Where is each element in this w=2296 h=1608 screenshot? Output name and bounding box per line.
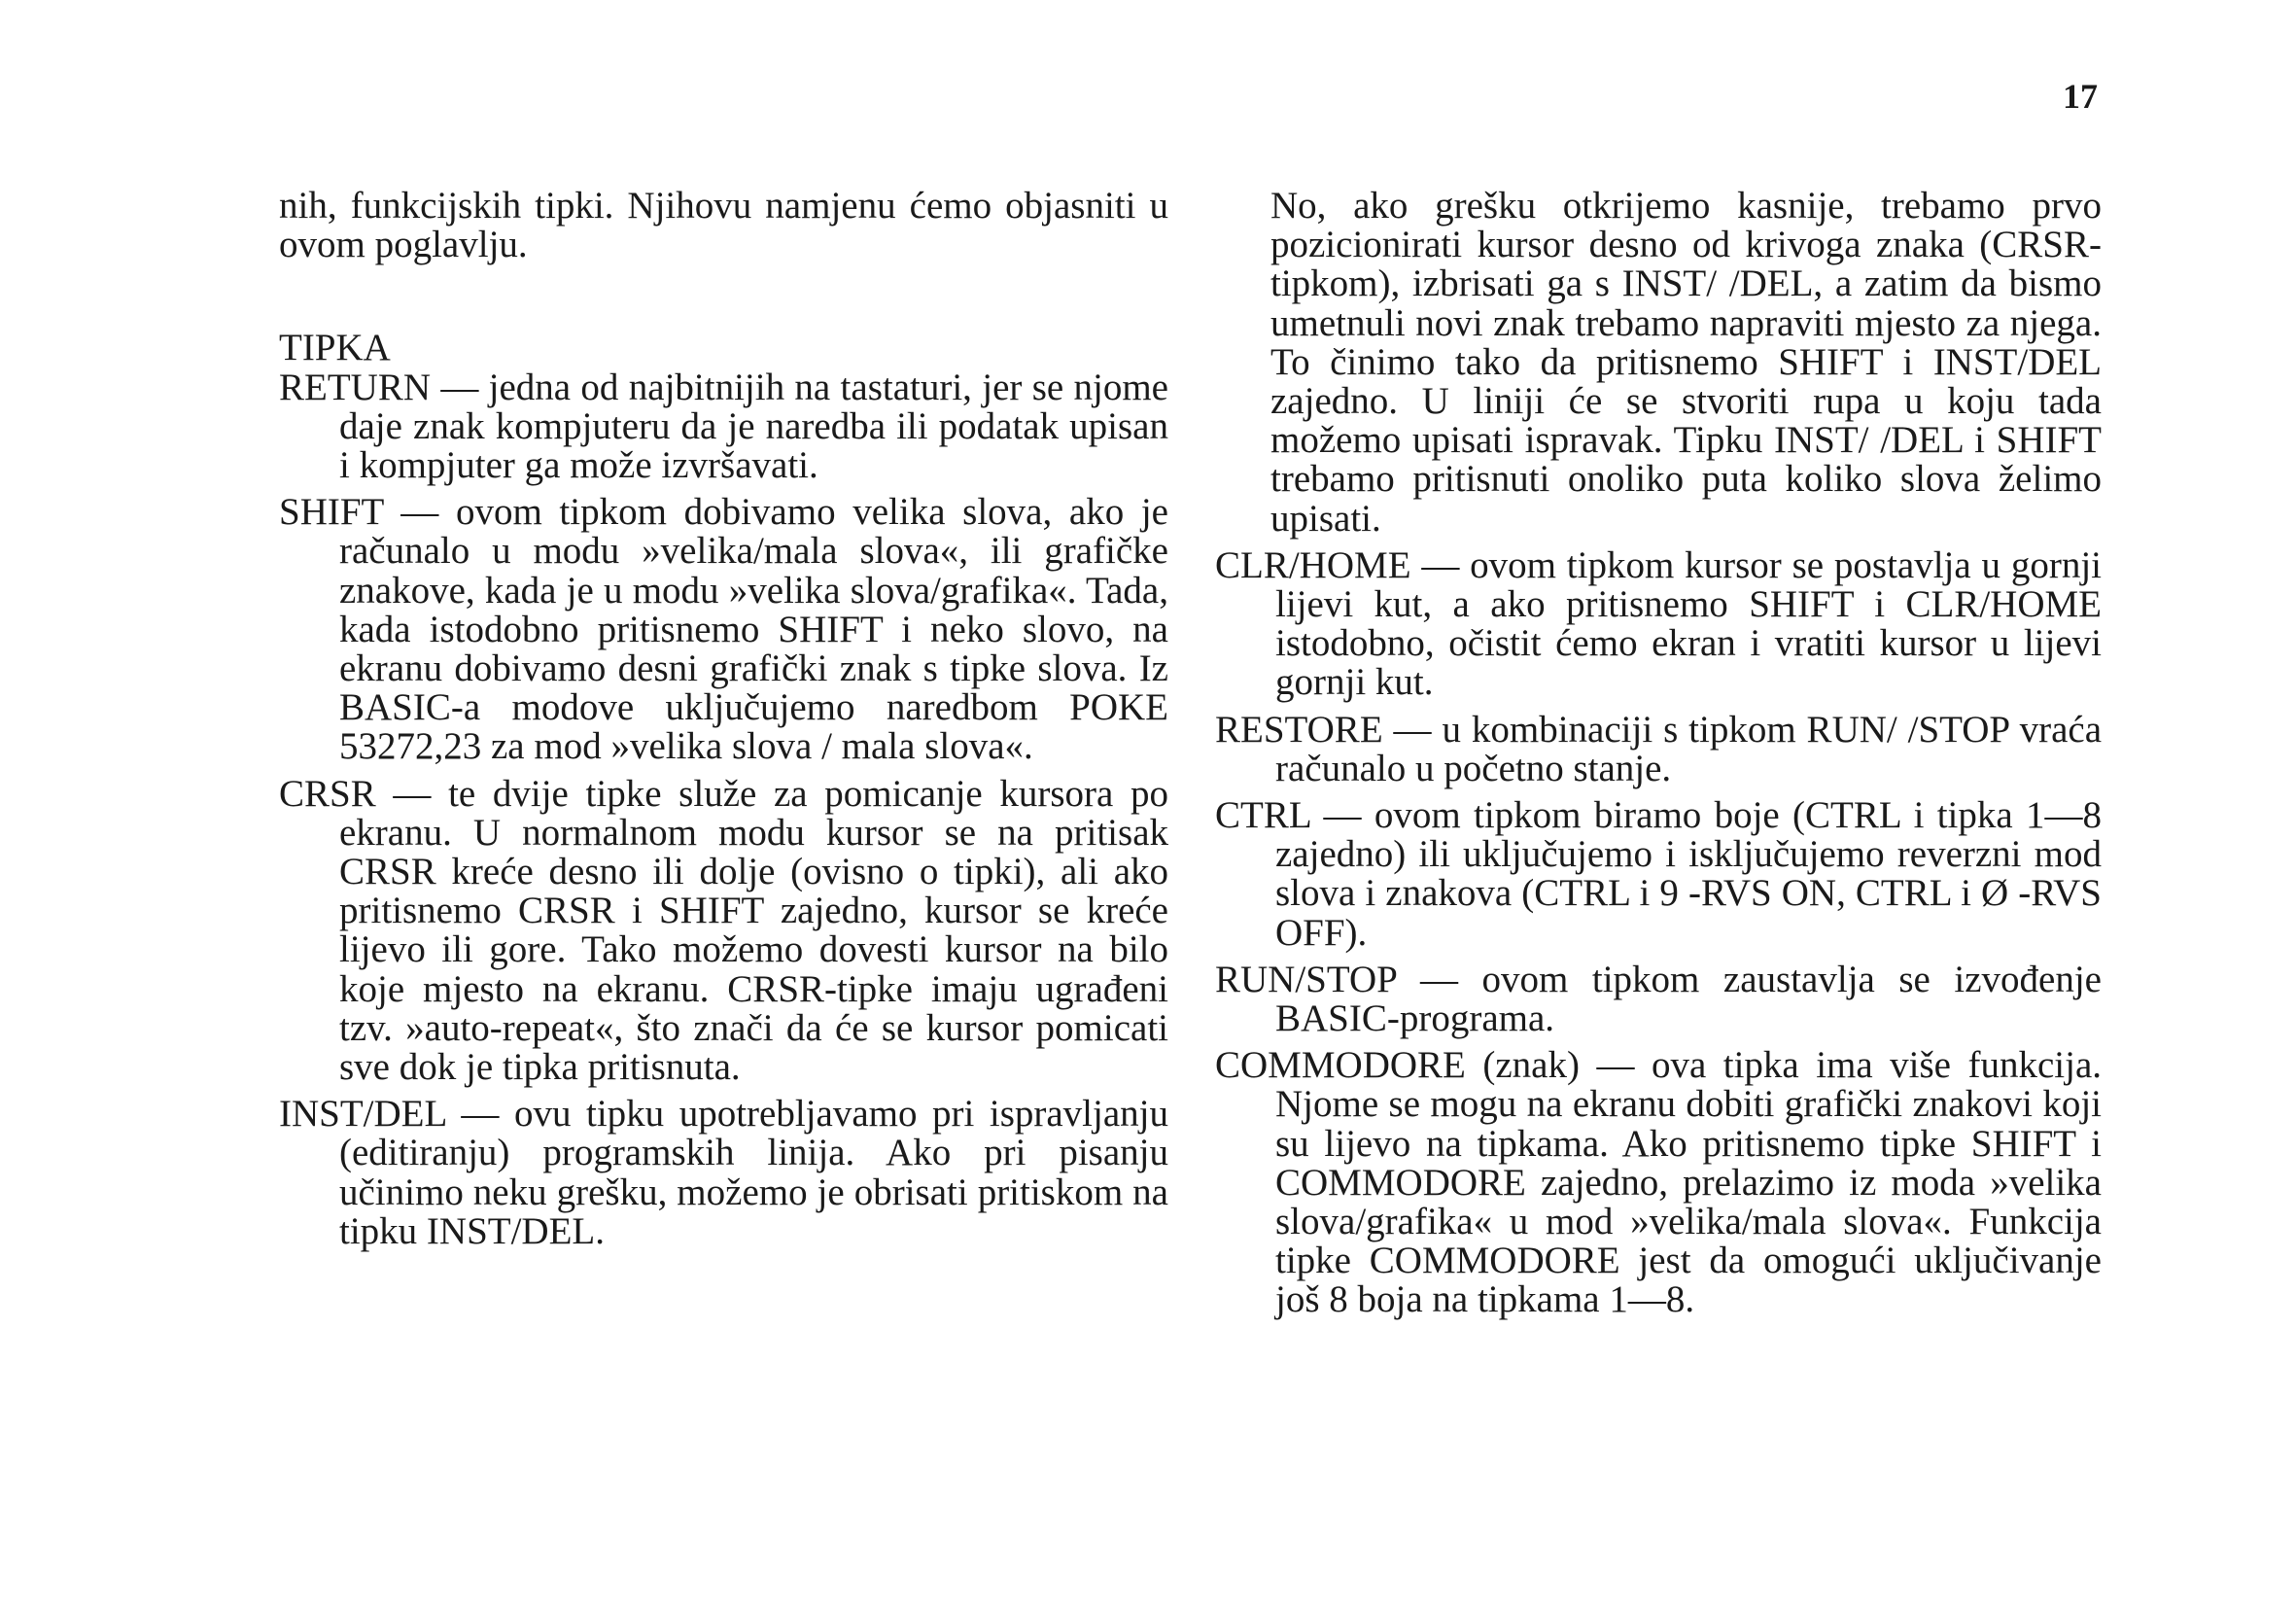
entry-term: CLR/HOME <box>1215 543 1411 586</box>
entry-term: RUN/STOP <box>1215 958 1397 1000</box>
spacer <box>279 264 1168 329</box>
entry-description: ovu tipku upotrebljavamo pri ispravljanju (editiranju) programskih linija. Ako pri pisanju učinimo neku grešku, možemo je obrisati pritiskom na tipku INST/DEL. <box>339 1093 1168 1252</box>
entry-description: ova tipka ima više funkcija. Njome se mogu na ekranu dobiti grafički znakovi koji su lijevo na tipkama. Ako pritisnemo tipke SHIFT i COMMODORE zajedno, prelazimo iz moda »velika slova/grafika« u mod »velika/mala slova«. Funkcija tipke COMMODORE jest da omogući uključivanje još 8 boja na tipkama 1—8. <box>1275 1044 2103 1321</box>
continuation-block <box>1215 187 2102 539</box>
entry-term: SHIFT <box>279 491 384 534</box>
entry-description: ovom tipkom kursor se postavlja u gornji lijevi kut, a ako pritisnemo SHIFT i CLR/HOME istodobno, očistit ćemo ekran i vratiti kursor u lijevi gornji kut. <box>1275 543 2102 704</box>
intro-paragraph: nih, funkcijskih tipki. Njihovu namjenu ćemo objasniti u ovom poglavlju. <box>279 185 1168 266</box>
entry-description: ovom tipkom biramo boje (CTRL i tipka 1—8 zajedno) ili uključujemo i isključujemo reverzni mod slova i znakova (CTRL i 9 -RVS ON, CTRL i Ø -RVS OFF). <box>1275 794 2103 954</box>
entry-description: ovom tipkom zaustavlja se izvođenje BASIC-programa. <box>1275 958 2102 1040</box>
entry-description: u kombinaciji s tipkom RUN/ /STOP vraća računalo u početno stanje. <box>1275 708 2102 789</box>
entry-description: ovom tipkom dobivamo velika slova, ako je računalo u modu »velika/mala slova«, ili grafičke znakove, kada je u modu »velika slova/grafika«. Tada, kada istodobno pritisnemo SHIFT i neko slovo, na ekranu dobivamo desni grafički znak s tipke slova. Iz BASIC-a modove uključujemo naredbom POKE 53272,23 za mod »velika slova / mala slova«. <box>339 491 1168 768</box>
entry-term: RESTORE <box>1215 708 1383 751</box>
entry-run-stop: RUN/STOP — ovom tipkom zaustavlja se izvođenje BASIC-programa. <box>1215 958 2102 1040</box>
entry-inst-del: INST/DEL — ovu tipku upotrebljavamo pri ispravljanju (editiranju) programskih linija. Ako pri pisanju učinimo neku grešku, možemo je obrisati pritiskom na tipku INST/DEL. <box>279 1093 1168 1252</box>
entry-term: COMMODORE (znak) <box>1215 1044 1580 1087</box>
entry-shift: SHIFT — ovom tipkom dobivamo velika slova, ako je računalo u modu »velika/mala slova«, ili grafičke znakove, kada je u modu »velika slova/grafika«. Tada, kada istodobno pritisnemo SHIFT i neko slovo, na ekranu dobivamo desni grafički znak s tipke slova. Iz BASIC-a modove uključujemo naredbom POKE 53272,23 za mod »velika slova / mala slova«. <box>279 491 1168 768</box>
entry-term: RETURN <box>279 366 431 408</box>
continuation-paragraph: No, ako grešku otkrijemo kasnije, trebamo prvo pozicionirati kursor desno od krivoga znaka (CRSR-tipkom), izbrisati ga s INST/ /DEL, a zatim da bismo umetnuli novi znak trebamo napraviti mjesto za njega. To činimo tako da pritisnemo SHIFT i INST/DEL zajedno. U liniji će se stvoriti rupa u koju tada možemo upisati ispravak. Tipku INST/ /DEL i SHIFT trebamo pritisnuti onoliko puta koliko slova želimo upisati. <box>1270 185 2102 540</box>
entry-term: CTRL <box>1215 794 1311 837</box>
entry-crsr: CRSR — te dvije tipke služe za pomicanje kursora po ekranu. U normalnom modu kursor se na pritisak CRSR kreće desno ili dolje (ovisno o tipki), ali ako pritisnemo CRSR i SHIFT zajedno, kursor se kreće lijevo ili gore. Tako možemo dovesti kursor na bilo koje mjesto na ekranu. CRSR-tipke imaju ugrađeni tzv. »auto-repeat«, što znači da će se kursor pomicati sve dok je tipka pritisnuta. <box>279 772 1169 1089</box>
right-column <box>1215 187 2102 1328</box>
entry-term: INST/DEL <box>279 1093 446 1136</box>
entry-restore: RESTORE — u kombinaciji s tipkom RUN/ /STOP vraća računalo u početno stanje. <box>1215 708 2102 789</box>
entry-ctrl: CTRL — ovom tipkom biramo boje (CTRL i tipka 1—8 zajedno) ili uključujemo i isključujemo reverzni mod slova i znakova (CTRL i 9 -RVS ON, CTRL i Ø -RVS OFF). <box>1215 794 2103 954</box>
entry-clr-home: CLR/HOME — ovom tipkom kursor se postavlja u gornji lijevi kut, a ako pritisnemo SHIFT i CLR/HOME istodobno, očistit ćemo ekran i vratiti kursor u lijevi gornji kut. <box>1215 543 2102 704</box>
entry-term: CRSR <box>279 772 376 815</box>
page-number: 17 <box>2063 77 2098 116</box>
entry-return: RETURN — jedna od najbitnijih na tastaturi, jer se njome daje znak kompjuteru da je naredba ili podatak upisan i kompjuter ga može izvršavati. <box>279 366 1168 487</box>
entry-commodore: COMMODORE (znak) — ova tipka ima više funkcija. Njome se mogu na ekranu dobiti grafički znakovi koji su lijevo na tipkama. Ako pritisnemo tipke SHIFT i COMMODORE zajedno, prelazimo iz moda »velika slova/grafika« u mod »velika/mala slova«. Funkcija tipke COMMODORE jest da omogući uključivanje još 8 boja na tipkama 1—8. <box>1215 1044 2103 1321</box>
left-column <box>279 187 1168 1259</box>
entry-description: te dvije tipke služe za pomicanje kursora po ekranu. U normalnom modu kursor se na pritisak CRSR kreće desno ili dolje (ovisno o tipki), ali ako pritisnemo CRSR i SHIFT zajedno, kursor se kreće lijevo ili gore. Tako možemo dovesti kursor na bilo koje mjesto na ekranu. CRSR-tipke imaju ugrađeni tzv. »auto-repeat«, što znači da će se kursor pomicati sve dok je tipka pritisnuta. <box>339 772 1169 1089</box>
section-heading: TIPKA <box>279 327 391 369</box>
entry-description: jedna od najbitnijih na tastaturi, jer se njome daje znak kompjuteru da je naredba ili podatak upisan i kompjuter ga može izvršavati. <box>339 366 1168 487</box>
